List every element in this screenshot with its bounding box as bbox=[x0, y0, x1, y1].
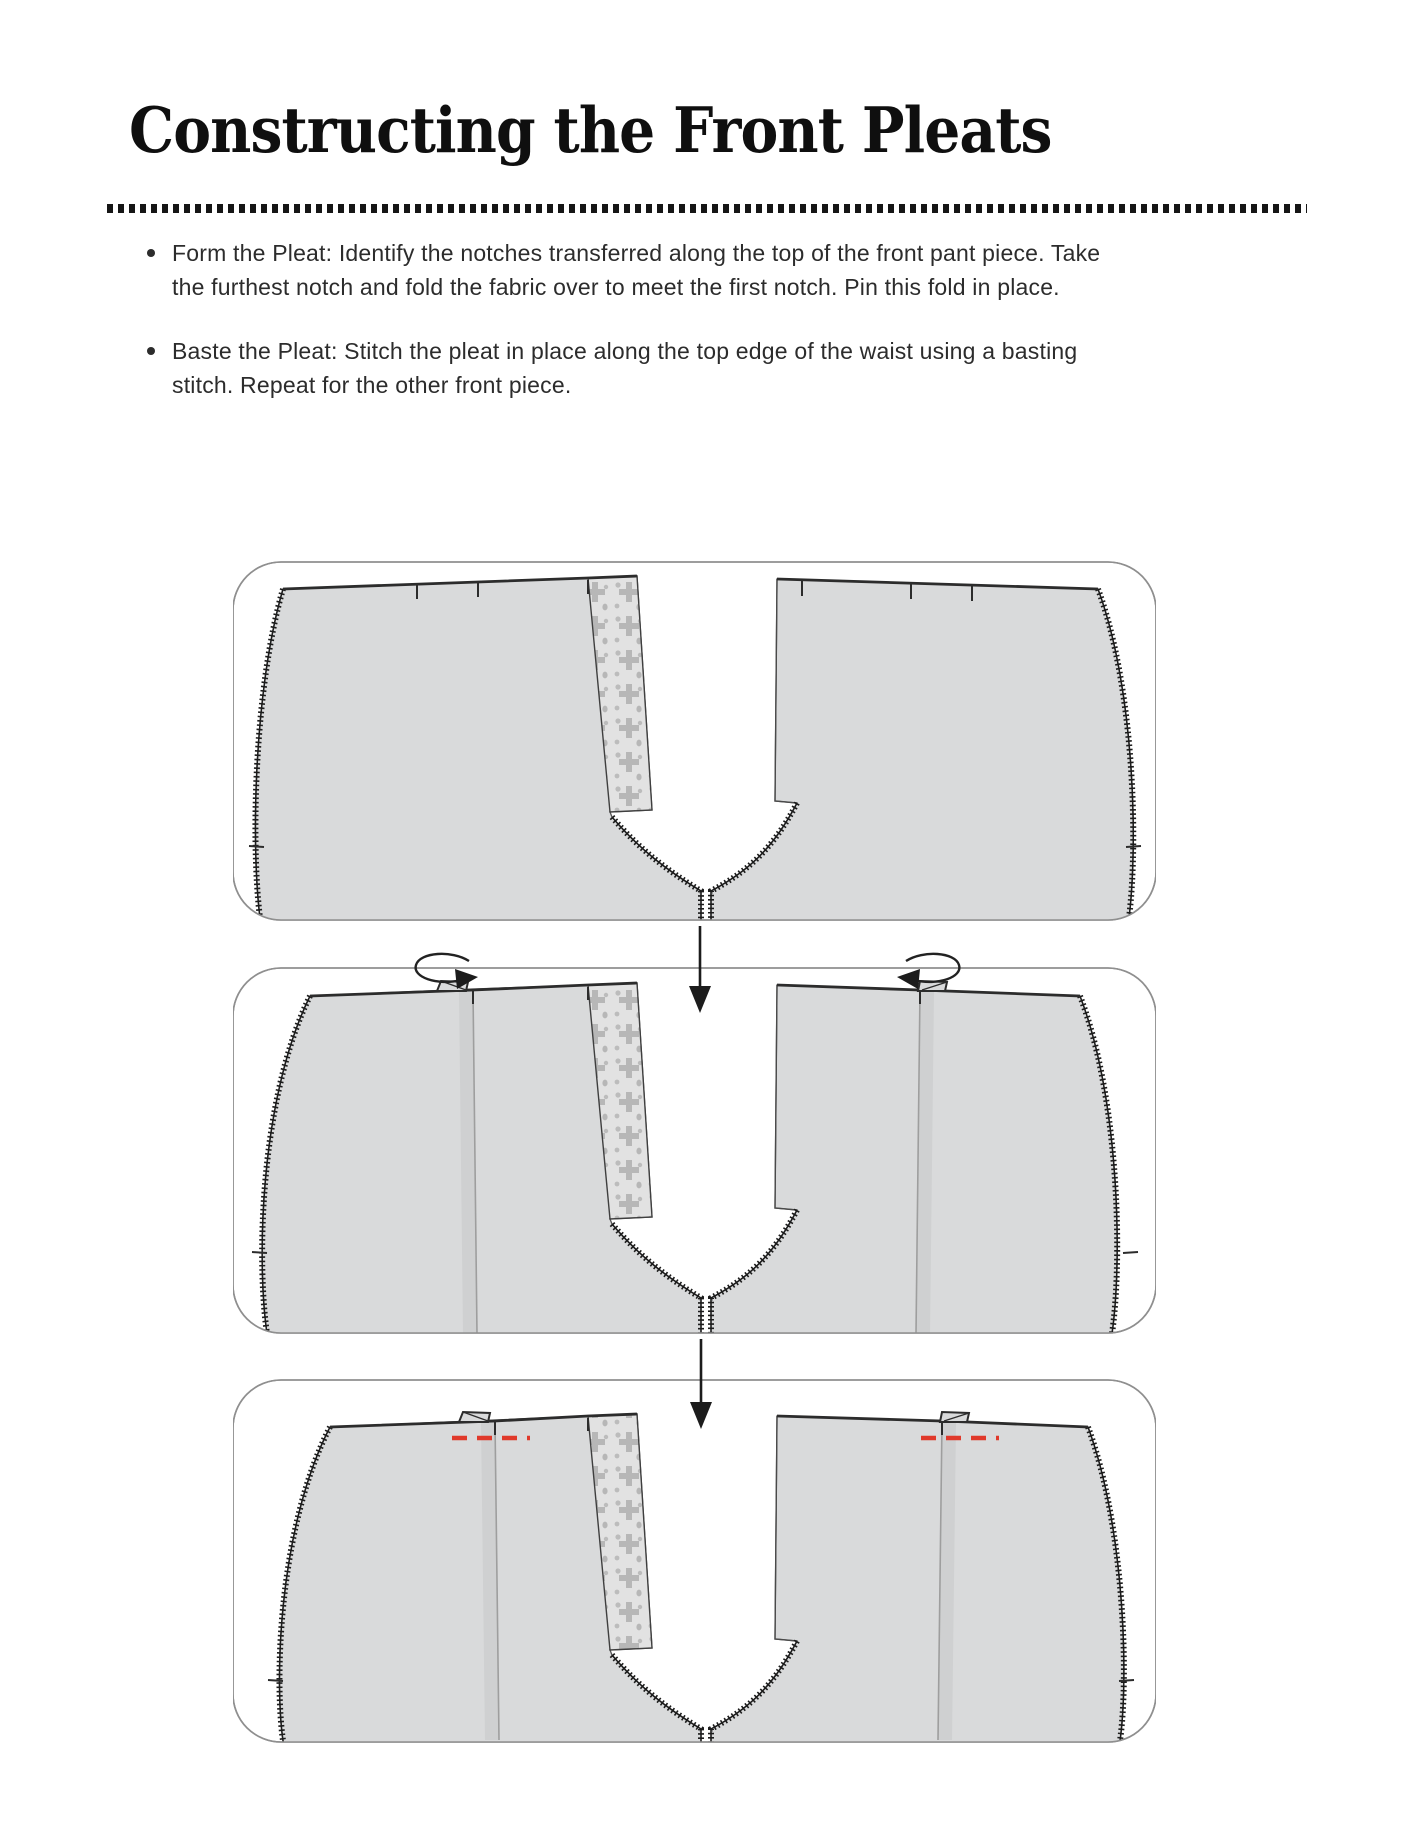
list-item bbox=[145, 236, 1113, 304]
pleat-diagram bbox=[233, 550, 1156, 1760]
instruction-text: Baste the Pleat: Stitch the pleat in place along the top edge of the waist using a basting stitch. Repeat for the other front piece. bbox=[172, 338, 1078, 398]
dotted-divider bbox=[107, 204, 1307, 213]
instruction-list bbox=[145, 236, 1113, 432]
page-title: Constructing the Front Pleats bbox=[129, 93, 1052, 167]
panel-step-1 bbox=[233, 562, 1156, 932]
instruction-text: Form the Pleat: Identify the notches transferred along the top of the front pant piece. Take the furthest notch and fold the fabric over to meet the first notch. Pin this fold in place. bbox=[172, 240, 1101, 300]
pant-front-left bbox=[249, 576, 701, 932]
list-item bbox=[145, 334, 1113, 402]
pant-front-left-basted bbox=[268, 1412, 701, 1747]
pant-front-left-pleated bbox=[252, 981, 701, 1340]
panel-step-2 bbox=[233, 968, 1156, 1340]
panel-step-3 bbox=[233, 1380, 1156, 1747]
